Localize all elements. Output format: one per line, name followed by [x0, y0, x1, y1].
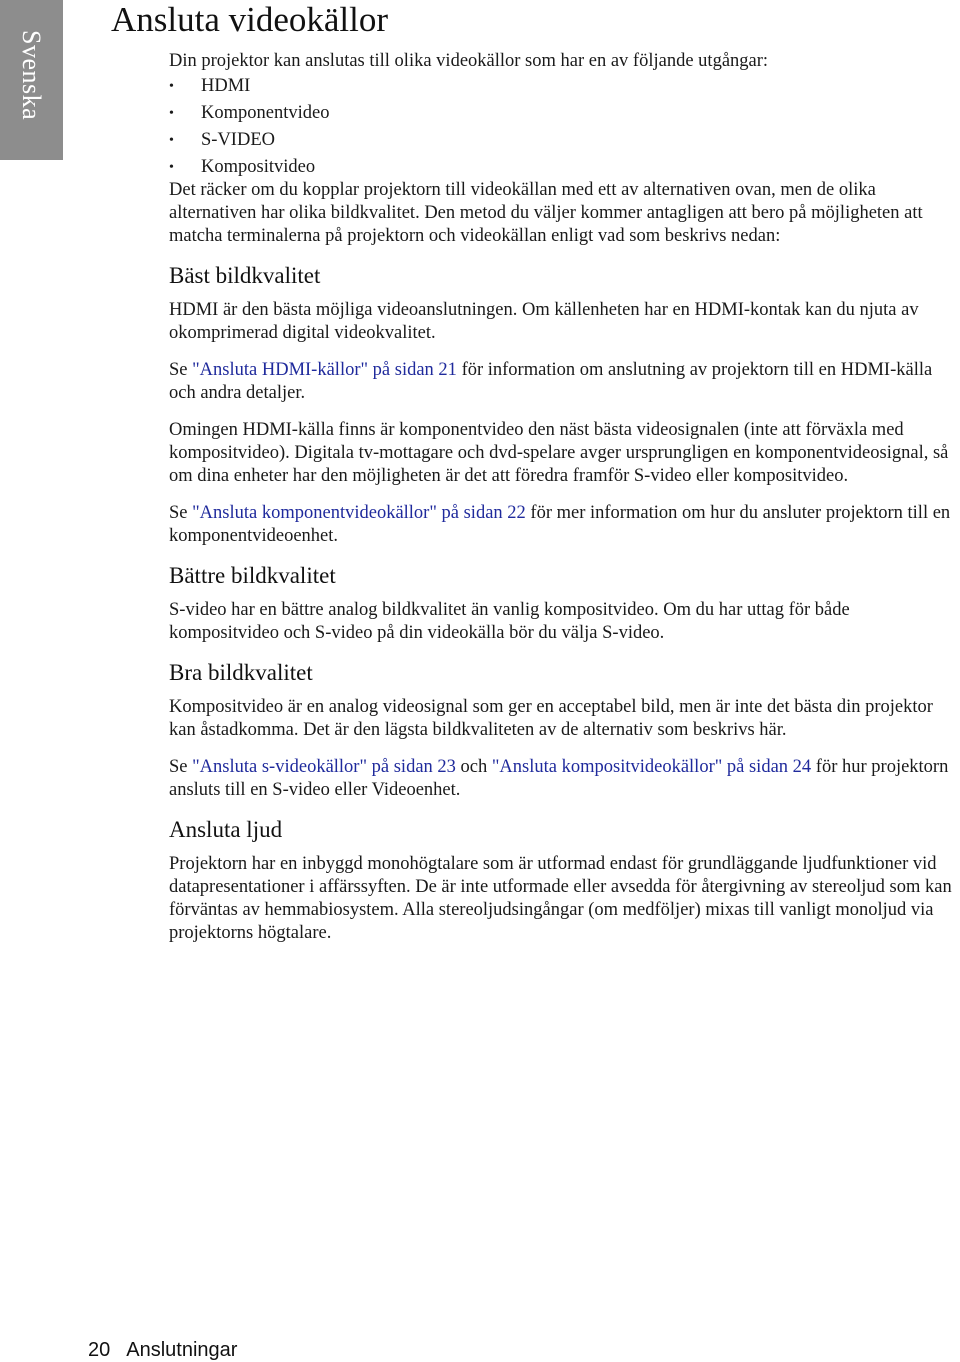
svideo-composite-reference-paragraph — [169, 756, 959, 802]
text-fragment: Se — [169, 360, 193, 380]
hdmi-reference-paragraph — [169, 359, 959, 405]
chapter-name: Anslutningar — [126, 1339, 238, 1361]
component-video-paragraph: Omingen HDMI-källa finns är komponentvideo den näst bästa videosignalen (inte att förväxla med kompositvideo). Digitala tv-mottagare och dvd-spelare avger ursprungligen en komponentvideosignal, så om dina enheter har den möjligheten är det att föredra framför S-video eller kompositvideo. — [169, 420, 949, 486]
audio-paragraph: Projektorn har en inbyggd monohögtalare som är utformad endast för grundläggande ljudfunktioner vid datapresentationer i affärssyften. De är inte utformade eller avsedda för återgivning av stereoljud som kan förväntas av hemmabiosystem. Alla stereoljudsingångar (om medföljer) mixas till vanligt monoljud via projektorns högtalare. — [169, 854, 952, 943]
list-item-label: HDMI — [201, 76, 251, 96]
list-item-label: Kompositvideo — [201, 157, 316, 177]
link-composite-sources[interactable]: "Ansluta kompositvideokällor" på sidan 24 — [491, 757, 812, 777]
list-item-label: S-VIDEO — [201, 130, 275, 150]
heading-connect-audio: Ansluta ljud — [169, 817, 283, 842]
link-svideo-sources[interactable]: "Ansluta s-videokällor" på sidan 23 — [192, 757, 456, 777]
intro-paragraph: Din projektor kan anslutas till olika videokällor som har en av följande utgångar: — [169, 51, 769, 71]
page-title: Ansluta videokällor — [111, 0, 389, 39]
text-fragment: för mer information om hur du ansluter projektorn till en komponentvideoenhet. — [169, 503, 951, 546]
text-fragment: och — [455, 757, 492, 777]
bullet-icon: • — [169, 160, 174, 175]
bullet-icon: • — [169, 133, 174, 148]
component-reference-paragraph — [169, 502, 959, 548]
page-footer — [88, 1338, 237, 1362]
page-number: 20 — [88, 1339, 111, 1361]
better-quality-paragraph: S-video har en bättre analog bildkvalitet än vanlig kompositvideo. Om du har uttag för både kompositvideo och S-video på din videokälla bör du välja S-video. — [169, 600, 850, 643]
language-tab-label: Svenska — [17, 30, 46, 121]
main-content — [169, 50, 959, 945]
text-fragment: Se — [169, 757, 193, 777]
list-item — [169, 127, 959, 154]
best-quality-paragraph: HDMI är den bästa möjliga videoanslutningen. Om källenheten har en HDMI-kontak kan du njuta av okomprimerad digital videokvalitet. — [169, 300, 919, 343]
language-side-tab — [0, 0, 63, 160]
bullet-icon: • — [169, 106, 174, 121]
text-fragment: för information om anslutning av projektorn till en HDMI-källa och andra detaljer. — [169, 360, 933, 403]
link-hdmi-sources[interactable]: "Ansluta HDMI-källor" på sidan 21 — [192, 360, 457, 380]
heading-better-quality: Bättre bildkvalitet — [169, 563, 336, 588]
bullet-icon: • — [169, 79, 174, 94]
text-fragment: Se — [169, 503, 193, 523]
list-item — [169, 154, 959, 181]
heading-good-quality: Bra bildkvalitet — [169, 660, 313, 685]
good-quality-paragraph: Kompositvideo är en analog videosignal som ger en acceptabel bild, men är inte det bästa din projektor kan åstadkomma. Det är den lägsta bildkvaliteten av de alternativ som beskrivs här. — [169, 697, 933, 740]
text-fragment: för hur projektorn ansluts till en S-video eller Videoenhet. — [169, 757, 949, 800]
video-output-list — [169, 73, 959, 181]
heading-best-quality: Bäst bildkvalitet — [169, 263, 321, 288]
list-item — [169, 73, 959, 100]
list-item-label: Komponentvideo — [201, 103, 330, 123]
summary-paragraph: Det räcker om du kopplar projektorn till videokällan med ett av alternativen ovan, men de olika alternativen har olika bildkvalitet. Den metod du väljer kommer antagligen att bero på möjligheten att matcha terminalerna på projektorn och videokällan enligt vad som beskrivs nedan: — [169, 180, 923, 246]
list-item — [169, 100, 959, 127]
link-component-sources[interactable]: "Ansluta komponentvideokällor" på sidan 22 — [192, 503, 526, 523]
